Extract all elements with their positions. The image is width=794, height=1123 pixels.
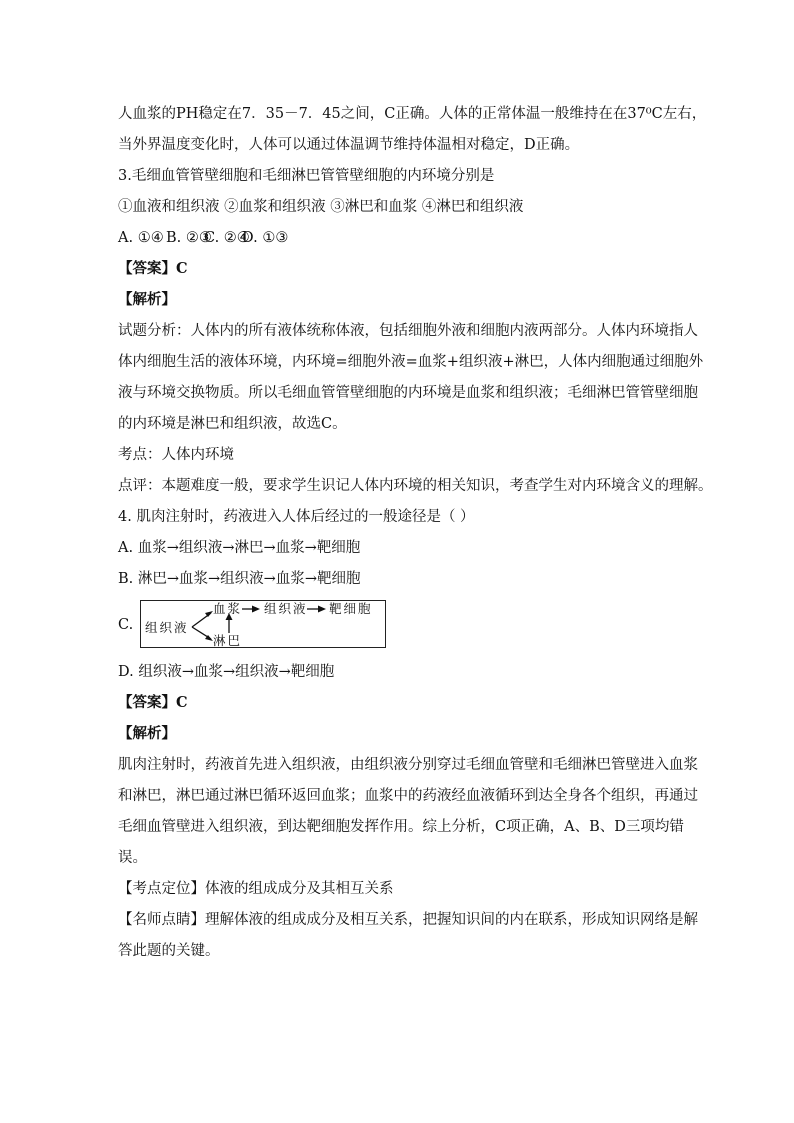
option-a: A. ①④ (118, 230, 164, 246)
analysis-heading: 【解析】 (118, 725, 176, 742)
question-4-stem: 4. 肌肉注射时，药液进入人体后经过的一般途径是（ ） (118, 509, 475, 525)
question-3-stem: 3.毛细血管管壁细胞和毛细淋巴管管壁细胞的内环境分别是 (118, 168, 495, 184)
question-4-option-c-label: C. (118, 617, 134, 633)
diagram-top-label: 血浆 (213, 601, 243, 616)
text-line: 的内环境是淋巴和组织液，故选C。 (118, 416, 347, 432)
option-c: C. ②④ (204, 230, 250, 246)
text-line: 液与环境交换物质。所以毛细血管管壁细胞的内环境是血浆和组织液；毛细淋巴管管壁细胞 (118, 385, 698, 401)
analysis-heading: 【解析】 (118, 291, 176, 308)
text-line: 答此题的关键。 (118, 943, 220, 959)
text-line: 体内细胞生活的液体环境，内环境=细胞外液=血浆+组织液+淋巴，人体内细胞通过细胞外 (118, 354, 704, 370)
mingshi-dianjing: 【名师点睛】理解体液的组成成分及相互关系，把握知识间的内在联系，形成知识网络是解 (118, 912, 698, 928)
text-line: 和淋巴，淋巴通过淋巴循环返回血浆；血浆中的药液经血液循环到达全身各个组织，再通过 (118, 788, 698, 804)
text-line: 人血浆的PH稳定在7．35－7．45之间，C正确。人体的正常体温一般维持在在37⁰C左右， (118, 106, 707, 122)
dianping: 点评：本题难度一般，要求学生识记人体内环境的相关知识，考查学生对内环境含义的理解。 (118, 478, 713, 494)
text-line: 肌肉注射时，药液首先进入组织液，由组织液分别穿过毛细血管壁和毛细淋巴管壁进入血浆 (118, 757, 698, 773)
diagram-bottom-label: 淋巴 (213, 633, 243, 648)
question-4-option-a: A. 血浆→组织液→淋巴→血浆→靶细胞 (118, 540, 361, 556)
kaodian-dingwei: 【考点定位】体液的组成成分及其相互关系 (118, 881, 394, 897)
answer-heading: 【答案】C (118, 260, 188, 277)
text-line: 毛细血管壁进入组织液，到达靶细胞发挥作用。综上分析，C项正确，A、B、D三项均错 (118, 819, 684, 835)
question-3-choices: ①血液和组织液 ②血浆和组织液 ③淋巴和血浆 ④淋巴和组织液 (118, 199, 524, 215)
kaodian: 考点：人体内环境 (118, 447, 234, 463)
pathway-diagram (140, 600, 386, 648)
diagram-right-label: 靶细胞 (329, 601, 373, 616)
question-4-option-d: D. 组织液→血浆→组织液→靶细胞 (118, 664, 335, 680)
text-line: 当外界温度变化时，人体可以通过体温调节维持体温相对稳定，D正确。 (118, 137, 580, 153)
text-line: 误。 (118, 850, 147, 866)
option-b: B. ②③ (166, 230, 212, 246)
diagram-left-label: 组织液 (145, 620, 189, 635)
option-d: D. ①③ (242, 230, 289, 246)
answer-heading: 【答案】C (118, 694, 188, 711)
diagram-mid-label: 组织液 (264, 601, 308, 616)
question-4-option-b: B. 淋巴→血浆→组织液→血浆→靶细胞 (118, 571, 361, 587)
question-3-options (118, 228, 688, 248)
text-line: 试题分析：人体内的所有液体统称体液，包括细胞外液和细胞内液两部分。人体内环境指人 (118, 323, 698, 339)
